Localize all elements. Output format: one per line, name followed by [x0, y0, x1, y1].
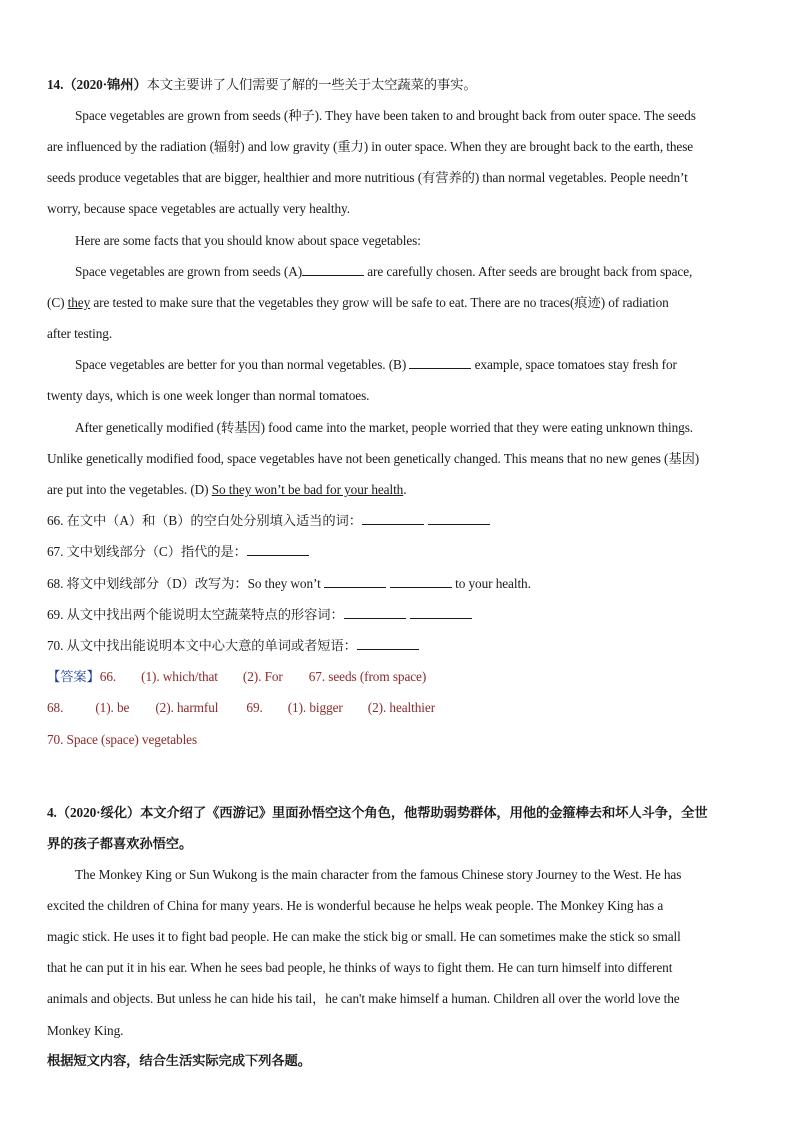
q14-p4-line2: twenty days, which is one week longer than normal tomatoes.	[47, 388, 370, 403]
q4-passage-line1: The Monkey King or Sun Wukong is the main character from the famous Chinese story Journey to the West. He has	[75, 867, 682, 882]
q14-p1-line3: seeds produce vegetables that are bigger, healthier and more nutritious (有营养的) than normal vegetables. People needn’t	[47, 170, 688, 185]
q4-instruction: 根据短文内容，结合生活实际完成下列各题。	[47, 1053, 311, 1068]
question-69	[47, 606, 747, 624]
q14-p3-c-marker: (C)	[47, 295, 68, 310]
answer-68-1: (1). be	[95, 700, 130, 715]
answer-66-2: (2). For	[242, 669, 283, 684]
answer-blank-66-2	[428, 512, 490, 525]
answer-69-1: (1). bigger	[287, 700, 343, 715]
question-67	[47, 543, 747, 561]
underlined-c: they	[67, 295, 91, 310]
q4-heading-line1: 4.（2020·绥化）本文介绍了《西游记》里面孙悟空这个角色，他帮助弱势群体，用他的金箍棒去和坏人斗争，全世	[47, 805, 708, 820]
question-68-text-b: to your health.	[451, 576, 531, 591]
q14-p3-line3: after testing.	[47, 326, 113, 341]
question-68	[47, 575, 747, 593]
q14-p5-text-a: are put into the vegetables. (D)	[47, 482, 212, 497]
answer-blank-68-1	[324, 575, 386, 588]
q14-p3-text-b: are carefully chosen. After seeds are brought back from space,	[364, 264, 693, 279]
q14-p3-line1	[75, 263, 775, 281]
q14-source: （2020·锦州）	[63, 77, 147, 92]
q4-heading-line2: 界的孩子都喜欢孙悟空。	[47, 836, 193, 851]
answer-blank-70	[357, 637, 419, 650]
answer-blank-67	[247, 543, 309, 556]
q14-description: 本文主要讲了人们需要了解的一些关于太空蔬菜的事实。	[146, 77, 477, 92]
question-70-text: 70. 从文中找出能说明本文中心大意的单词或者短语：	[47, 638, 357, 653]
answer-66-1: (1). which/that	[141, 669, 218, 684]
question-70	[47, 637, 747, 655]
q14-p5-line2: Unlike genetically modified food, space vegetables have not been genetically changed. This means that no new genes (基因)	[47, 451, 700, 466]
q14-p4-text-b: example, space tomatoes stay fresh for	[471, 357, 677, 372]
q4-passage-line3: magic stick. He uses it to fight bad people. He can make the stick big or small. He can sometimes make the stick so small	[47, 929, 681, 944]
q14-heading	[47, 76, 747, 94]
q14-p5-period: .	[403, 482, 407, 497]
answer-row-1	[47, 668, 747, 686]
answer-row-2	[47, 699, 747, 717]
q14-p1-line2: are influenced by the radiation (辐射) and low gravity (重力) in outer space. When they are brought back to the earth, these	[47, 139, 694, 154]
answer-70: 70. Space (space) vegetables	[47, 732, 198, 747]
question-69-text: 69. 从文中找出两个能说明太空蔬菜特点的形容词：	[47, 607, 344, 622]
q14-p2-line1: Here are some facts that you should know about space vegetables:	[75, 233, 421, 248]
answer-69-2: (2). healthier	[367, 700, 436, 715]
q14-number: 14.	[47, 77, 64, 92]
q14-p3-line2	[47, 294, 747, 312]
answer-68-number: 68.	[47, 700, 64, 715]
question-66-text: 66. 在文中（A）和（B）的空白处分别填入适当的词：	[47, 513, 362, 528]
answer-66-number: 66.	[99, 669, 117, 684]
q14-p4-line1	[75, 356, 775, 374]
answer-68-2: (2). harmful	[155, 700, 219, 715]
q4-passage-line2: excited the children of China for many years. He is wonderful because he helps weak people. The Monkey King has a	[47, 898, 664, 913]
q4-passage-line5: animals and objects. But unless he can hide his tail，he can't make himself a human. Children all over the world love the	[47, 991, 680, 1006]
answer-label: 【答案】	[47, 669, 100, 684]
underlined-d: So they won’t be bad for your health	[211, 482, 404, 497]
answer-blank-68-2	[390, 575, 452, 588]
q14-p3-text-a: Space vegetables are grown from seeds (A)	[75, 264, 303, 279]
answer-69-number: 69.	[246, 700, 263, 715]
q14-p4-text-a: Space vegetables are better for you than normal vegetables. (B)	[75, 357, 410, 372]
question-67-text: 67. 文中划线部分（C）指代的是：	[47, 544, 247, 559]
answer-blank-69-2	[410, 606, 472, 619]
q14-p1-line4: worry, because space vegetables are actually very healthy.	[47, 201, 350, 216]
blank-b	[409, 356, 471, 369]
answer-67: 67. seeds (from space)	[308, 669, 427, 684]
question-66	[47, 512, 747, 530]
q14-p3-line2-rest: are tested to make sure that the vegetables they grow will be safe to eat. There are no traces(痕迹) of radiation	[90, 295, 669, 310]
blank-a	[302, 263, 364, 276]
q4-passage-line4: that he can put it in his ear. When he sees bad people, he thinks of ways to fight them. He can turn himself into different	[47, 960, 673, 975]
answer-blank-69-1	[344, 606, 406, 619]
q14-p5-line1: After genetically modified (转基因) food came into the market, people worried that they were eating unknown things.	[75, 420, 693, 435]
q14-p5-line3	[47, 481, 747, 499]
answer-blank-66-1	[362, 512, 424, 525]
q14-p1-line1: Space vegetables are grown from seeds (种子). They have been taken to and brought back from outer space. The seeds	[75, 108, 696, 123]
q4-passage-line6: Monkey King.	[47, 1023, 124, 1038]
question-68-text-a: 68. 将文中划线部分（D）改写为：So they won’t	[47, 576, 324, 591]
